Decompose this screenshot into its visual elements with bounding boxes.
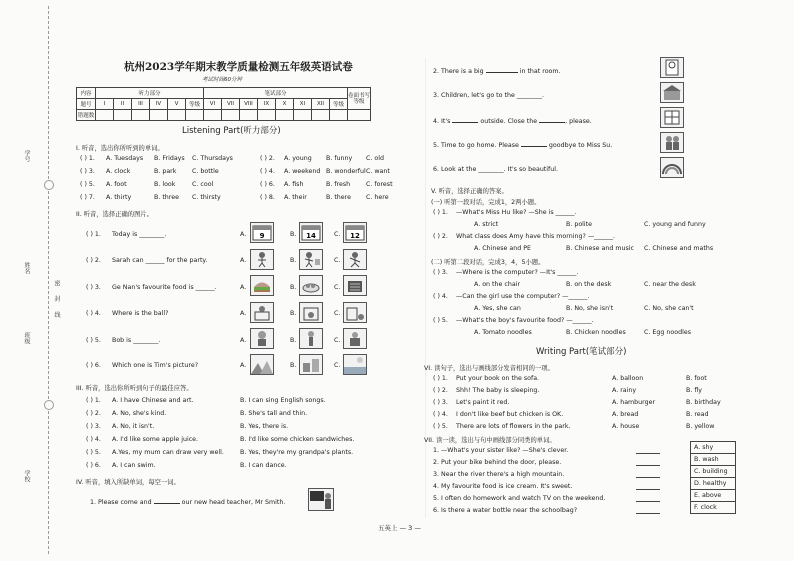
phonics-number[interactable]: ( ) 4. bbox=[433, 411, 448, 418]
person-icon bbox=[250, 328, 274, 349]
mc-number[interactable]: ( ) 2. bbox=[433, 233, 448, 240]
response-a: A. No, it isn't. bbox=[112, 423, 155, 430]
mc-b: B. No, she isn't bbox=[566, 305, 614, 312]
choice-c: C. cool bbox=[192, 181, 214, 188]
score-col: III bbox=[132, 99, 150, 110]
response-number[interactable]: ( ) 2. bbox=[86, 410, 101, 417]
section-7-heading: VII. 读一读，选出与句中画线部分同类的单词。 bbox=[424, 437, 556, 444]
category-sentence: 6. Is there a water bottle near the schoolbag? bbox=[433, 507, 578, 514]
choice-b: B. there bbox=[326, 194, 351, 201]
score-cell[interactable] bbox=[312, 110, 330, 121]
answer-line[interactable] bbox=[636, 477, 660, 478]
fill-item-1 bbox=[90, 498, 285, 506]
fill-blank[interactable] bbox=[486, 67, 518, 73]
option-c-label[interactable]: C. bbox=[334, 310, 341, 317]
option-c-label[interactable]: C. bbox=[334, 284, 341, 291]
phonics-number[interactable]: ( ) 1. bbox=[433, 375, 448, 382]
person-icon bbox=[299, 328, 323, 349]
fill-item-3[interactable]: 3. Children, let's go to the ________. bbox=[433, 92, 545, 99]
word-bank bbox=[690, 441, 736, 514]
mc-b: B. Chicken noodles bbox=[566, 329, 626, 336]
fill-item-5 bbox=[433, 141, 612, 149]
section-3-heading: III. 听音，选出你所听到句子的最佳应答。 bbox=[76, 385, 193, 392]
phonics-a: A. bread bbox=[612, 411, 639, 418]
person-icon bbox=[343, 249, 367, 270]
score-cell[interactable] bbox=[258, 110, 276, 121]
choice-c: C. here bbox=[366, 194, 389, 201]
response-number[interactable]: ( ) 5. bbox=[86, 449, 101, 456]
score-cell[interactable] bbox=[132, 110, 150, 121]
response-number[interactable]: ( ) 3. bbox=[86, 423, 101, 430]
calendar-number: 14 bbox=[306, 232, 316, 240]
option-a-label[interactable]: A. bbox=[240, 362, 247, 369]
phonics-sentence: Let's paint it red. bbox=[456, 399, 510, 406]
category-sentence: 4. My favourite food is ice cream. It's sweet. bbox=[433, 483, 573, 490]
word-option: D. healthy bbox=[691, 478, 735, 490]
fill-text: 5. Time to go home. Please bbox=[433, 142, 519, 149]
seal-text: 密 封 线 bbox=[53, 280, 60, 322]
paper-header: 卷面书写等级 bbox=[348, 88, 371, 110]
score-cell[interactable] bbox=[222, 110, 240, 121]
calendar-number: 12 bbox=[350, 232, 360, 240]
mc-c: C. Chinese and maths bbox=[644, 245, 714, 252]
choice-c: C. Thursdays bbox=[192, 155, 233, 162]
school-label: 学校 bbox=[23, 470, 30, 482]
mc-question: —What's the boy's favourite food? —______. bbox=[456, 317, 594, 324]
choice-b: B. Fridays bbox=[154, 155, 185, 162]
ball-icon bbox=[299, 302, 323, 323]
choice-b: B. funny bbox=[326, 155, 353, 162]
fill-text: 4. It's bbox=[433, 118, 451, 125]
section-2-heading: II. 听音，选择正确的图片。 bbox=[76, 211, 153, 218]
score-col: V bbox=[168, 99, 186, 110]
picture-q-number[interactable]: ( ) 3. bbox=[86, 284, 101, 291]
teacher-icon bbox=[308, 488, 334, 511]
score-col: X bbox=[276, 99, 294, 110]
response-b: B. I can dance. bbox=[240, 462, 287, 469]
choice-number[interactable]: ( ) 4. bbox=[260, 168, 275, 175]
fill-item-4 bbox=[433, 117, 592, 125]
fill-blank[interactable] bbox=[539, 117, 565, 123]
choice-b: B. park bbox=[154, 168, 177, 175]
response-a: A.Yes, my mum can draw very well. bbox=[112, 449, 224, 456]
choice-a: A. foot bbox=[106, 181, 127, 188]
option-c-label[interactable]: C. bbox=[334, 362, 341, 369]
phonics-b: B. yellow bbox=[686, 423, 715, 430]
choice-number[interactable]: ( ) 1. bbox=[80, 155, 95, 162]
person-icon bbox=[343, 328, 367, 349]
calendar-icon bbox=[250, 222, 274, 243]
fill-text: , please. bbox=[565, 118, 592, 125]
fill-item-6[interactable]: 6. Look at the ________. It's so beautiful. bbox=[433, 166, 558, 173]
picture-q-text: Bob is ________. bbox=[112, 337, 161, 344]
option-b-label[interactable]: B. bbox=[290, 337, 297, 344]
option-c-label[interactable]: C. bbox=[334, 337, 341, 344]
phonics-a: A. house bbox=[612, 423, 640, 430]
section-5-heading: V. 听音，选择正确的答案。 bbox=[431, 188, 508, 195]
choice-a: A. clock bbox=[106, 168, 131, 175]
mc-b: B. Chinese and music bbox=[566, 245, 634, 252]
score-cell[interactable] bbox=[186, 110, 204, 121]
response-a: A. I'd like some apple juice. bbox=[112, 436, 199, 443]
score-col: VIII bbox=[240, 99, 258, 110]
response-b: B. Yes, they're my grandpa's plants. bbox=[240, 449, 354, 456]
option-b-label[interactable]: B. bbox=[290, 362, 297, 369]
option-c-label[interactable]: C. bbox=[334, 231, 341, 238]
mc-a: A. on the chair bbox=[474, 281, 521, 288]
score-cell[interactable] bbox=[348, 110, 371, 121]
phonics-b: B. fly bbox=[686, 387, 703, 394]
exam-title: 杭州2023学年期末教学质量检测五年级英语试卷 bbox=[124, 61, 353, 73]
picture-q-text: Which one is Tim's picture? bbox=[112, 362, 199, 369]
clock-icon bbox=[660, 57, 684, 78]
response-b: B. Yes, there is. bbox=[240, 423, 289, 430]
mc-a: A. Tomato noodles bbox=[474, 329, 532, 336]
column-divider bbox=[425, 58, 426, 518]
mc-a: A. Chinese and PE bbox=[474, 245, 531, 252]
person-icon bbox=[660, 132, 684, 153]
score-cell[interactable] bbox=[114, 110, 132, 121]
fill-text: in that room. bbox=[519, 68, 561, 75]
person-icon bbox=[299, 249, 323, 270]
window-icon bbox=[660, 107, 684, 128]
choice-a: A. fish bbox=[284, 181, 304, 188]
choice-b: B. fresh bbox=[326, 181, 351, 188]
mc-a: A. Yes, she can bbox=[474, 305, 521, 312]
score-col: IX bbox=[258, 99, 276, 110]
option-a-label[interactable]: A. bbox=[240, 257, 247, 264]
category-sentence: 2. Put your bike behind the door, please. bbox=[433, 459, 562, 466]
calendar-icon bbox=[343, 222, 367, 243]
score-cell[interactable] bbox=[96, 110, 114, 121]
content-header: 内容 bbox=[77, 88, 96, 99]
response-b: B. She's tall and thin. bbox=[240, 410, 308, 417]
choice-c: C. old bbox=[366, 155, 384, 162]
choice-c: C. want bbox=[366, 168, 390, 175]
picture-q-text: Ge Nan's favourite food is ______. bbox=[112, 284, 217, 291]
score-cell[interactable] bbox=[150, 110, 168, 121]
choice-a: A. weekend bbox=[284, 168, 321, 175]
score-col: VII bbox=[222, 99, 240, 110]
fill-text: goodbye to Miss Su. bbox=[548, 142, 613, 149]
fill-text: 2. There is a big bbox=[433, 68, 484, 75]
score-col: I bbox=[96, 99, 114, 110]
mc-b: B. polite bbox=[566, 221, 593, 228]
response-a: A. I can swim. bbox=[112, 462, 156, 469]
ball-icon bbox=[343, 302, 367, 323]
phonics-sentence: Put your book on the sofa. bbox=[456, 375, 540, 382]
score-col: XI bbox=[294, 99, 312, 110]
choice-number[interactable]: ( ) 2. bbox=[260, 155, 275, 162]
option-a-label[interactable]: A. bbox=[240, 231, 247, 238]
ball-icon bbox=[250, 302, 274, 323]
option-b-label[interactable]: B. bbox=[290, 257, 297, 264]
phonics-a: A. hamburger bbox=[612, 399, 656, 406]
calendar-icon bbox=[299, 222, 323, 243]
choice-number[interactable]: ( ) 5. bbox=[80, 181, 95, 188]
picture-q-number[interactable]: ( ) 1. bbox=[86, 231, 101, 238]
fill-blank[interactable] bbox=[154, 498, 180, 504]
mc-question: —What's Miss Hu like? —She is ______. bbox=[456, 209, 577, 216]
row-number-label: 题号 bbox=[77, 99, 96, 110]
phonics-number[interactable]: ( ) 2. bbox=[433, 387, 448, 394]
choice-c: C. thirsty bbox=[192, 194, 221, 201]
choice-c: C. bottle bbox=[192, 168, 219, 175]
category-sentence: 1. —What's your sister like? —She's clever. bbox=[433, 447, 569, 454]
score-cell[interactable] bbox=[276, 110, 294, 121]
choice-b: B. wonderful bbox=[326, 168, 366, 175]
section-4-heading: IV. 听音，填入所缺单词，每空一词。 bbox=[76, 479, 180, 486]
score-cell[interactable] bbox=[204, 110, 222, 121]
option-a-label[interactable]: A. bbox=[240, 310, 247, 317]
option-a-label[interactable]: A. bbox=[240, 284, 247, 291]
response-b: B. I can sing English songs. bbox=[240, 397, 326, 404]
listening-part-title: Listening Part(听力部分) bbox=[182, 126, 281, 136]
option-a-label[interactable]: A. bbox=[240, 337, 247, 344]
word-option: B. wash bbox=[691, 454, 735, 466]
score-cell[interactable] bbox=[168, 110, 186, 121]
choice-b: B. three bbox=[154, 194, 179, 201]
scene-icon bbox=[299, 354, 323, 375]
writing-part-title: Writing Part(笔试部分) bbox=[536, 347, 627, 357]
option-b-label[interactable]: B. bbox=[290, 310, 297, 317]
name-label: 姓名 bbox=[23, 262, 30, 274]
binding-hole bbox=[44, 180, 54, 190]
person-icon bbox=[250, 249, 274, 270]
answer-line[interactable] bbox=[636, 465, 660, 466]
word-option: C. building bbox=[691, 466, 735, 478]
score-col: 等级 bbox=[330, 99, 348, 110]
fill-item-2 bbox=[433, 67, 561, 75]
option-b-label[interactable]: B. bbox=[290, 284, 297, 291]
exam-duration: 考试时间60分钟 bbox=[202, 77, 242, 83]
mc-question: —Where is the computer? —It's ______. bbox=[456, 269, 579, 276]
mc-number[interactable]: ( ) 1. bbox=[433, 209, 448, 216]
class-label: 班级 bbox=[23, 332, 30, 344]
mc-question: What class does Amy have this morning? —______. bbox=[456, 233, 616, 240]
fill-blank[interactable] bbox=[452, 117, 478, 123]
mc-number[interactable]: ( ) 3. bbox=[433, 269, 448, 276]
scene-icon bbox=[250, 354, 274, 375]
scene-icon bbox=[343, 354, 367, 375]
fill-text: outside. Close the bbox=[480, 118, 538, 125]
choice-number[interactable]: ( ) 6. bbox=[260, 181, 275, 188]
picture-q-text: Sarah can ______ for the party. bbox=[112, 257, 208, 264]
choice-a: A. Tuesdays bbox=[106, 155, 144, 162]
category-sentence: 5. I often do homework and watch TV on the weekend. bbox=[433, 495, 606, 502]
phonics-sentence: There are lots of flowers in the park. bbox=[456, 423, 571, 430]
choice-b: B. look bbox=[154, 181, 176, 188]
phonics-a: A. rainy bbox=[612, 387, 637, 394]
dialogue-group-1: (一) 听第一段对话，完成1，2两小题。 bbox=[431, 199, 541, 206]
picture-q-text: Today is ________. bbox=[112, 231, 167, 238]
picture-q-number[interactable]: ( ) 5. bbox=[86, 337, 101, 344]
score-col: IV bbox=[150, 99, 168, 110]
response-b: B. I'd like some chicken sandwiches. bbox=[240, 436, 355, 443]
rainbow-icon bbox=[660, 157, 684, 178]
food-icon bbox=[343, 275, 367, 296]
section-6-heading: VI. 读句子，选出与画线部分发音相同的一项。 bbox=[424, 365, 554, 372]
writing-header: 笔试部分 bbox=[204, 88, 348, 99]
answer-line[interactable] bbox=[636, 513, 660, 514]
building-icon bbox=[660, 82, 684, 103]
page-footer: 五英上 — 3 — bbox=[378, 524, 421, 532]
choice-number[interactable]: ( ) 8. bbox=[260, 194, 275, 201]
number-label: 学号 bbox=[23, 150, 30, 162]
phonics-b: B. foot bbox=[686, 375, 707, 382]
phonics-sentence: Shh! The baby is sleeping. bbox=[456, 387, 540, 394]
response-a: A. No, she's kind. bbox=[112, 410, 167, 417]
response-number[interactable]: ( ) 1. bbox=[86, 397, 101, 404]
phonics-a: A. balloon bbox=[612, 375, 644, 382]
score-col: II bbox=[114, 99, 132, 110]
binding-strip bbox=[0, 0, 64, 561]
listening-header: 听力部分 bbox=[96, 88, 204, 99]
mc-c: C. Egg noodles bbox=[644, 329, 691, 336]
category-sentence: 3. Near the river there's a high mountain. bbox=[433, 471, 565, 478]
answer-line[interactable] bbox=[636, 501, 660, 502]
fill-blank[interactable] bbox=[521, 141, 547, 147]
answer-line[interactable] bbox=[636, 453, 660, 454]
mc-number[interactable]: ( ) 4. bbox=[433, 293, 448, 300]
score-col: VI bbox=[204, 99, 222, 110]
phonics-number[interactable]: ( ) 5. bbox=[433, 423, 448, 430]
mc-number[interactable]: ( ) 5. bbox=[433, 317, 448, 324]
food-icon bbox=[299, 275, 323, 296]
response-number[interactable]: ( ) 6. bbox=[86, 462, 101, 469]
option-c-label[interactable]: C. bbox=[334, 257, 341, 264]
fill-text: 1. Please come and bbox=[90, 499, 152, 506]
phonics-sentence: I don't like beef but chicken is OK. bbox=[456, 411, 564, 418]
choice-a: A. their bbox=[284, 194, 307, 201]
seal-line bbox=[48, 6, 49, 554]
score-col: XII bbox=[312, 99, 330, 110]
mc-question: —Can the girl use the computer? —______. bbox=[456, 293, 590, 300]
choice-c: C. forest bbox=[366, 181, 393, 188]
food-icon bbox=[250, 275, 274, 296]
binding-hole bbox=[44, 400, 54, 410]
response-number[interactable]: ( ) 4. bbox=[86, 436, 101, 443]
choice-number[interactable]: ( ) 3. bbox=[80, 168, 95, 175]
mc-a: A. strict bbox=[474, 221, 499, 228]
section-1-heading: I. 听音，选出你所听到的单词。 bbox=[76, 145, 164, 152]
mc-c: C. near the desk bbox=[644, 281, 696, 288]
choice-number[interactable]: ( ) 7. bbox=[80, 194, 95, 201]
phonics-b: B. birthday bbox=[686, 399, 721, 406]
score-cell[interactable] bbox=[294, 110, 312, 121]
picture-q-number[interactable]: ( ) 4. bbox=[86, 310, 101, 317]
answer-line[interactable] bbox=[636, 489, 660, 490]
mc-b: B. on the desk bbox=[566, 281, 612, 288]
row-wrong-label: 错题数 bbox=[77, 110, 96, 121]
phonics-number[interactable]: ( ) 3. bbox=[433, 399, 448, 406]
score-cell[interactable] bbox=[330, 110, 348, 121]
calendar-number: 9 bbox=[259, 232, 265, 240]
score-table bbox=[76, 87, 371, 121]
score-col: 等级 bbox=[186, 99, 204, 110]
option-b-label[interactable]: B. bbox=[290, 231, 297, 238]
mc-c: C. No, she can't bbox=[644, 305, 694, 312]
fill-text: our new head teacher, Mr Smith. bbox=[181, 499, 286, 506]
phonics-b: B. read bbox=[686, 411, 709, 418]
response-a: A. I have Chinese and art. bbox=[112, 397, 194, 404]
picture-q-number[interactable]: ( ) 2. bbox=[86, 257, 101, 264]
picture-q-text: Where is the ball? bbox=[112, 310, 169, 317]
word-option: F. clock bbox=[694, 504, 717, 511]
word-option: E. above bbox=[691, 490, 735, 502]
choice-a: A. young bbox=[284, 155, 312, 162]
dialogue-group-2: (二) 听第二段对话，完成3，4，5小题。 bbox=[431, 259, 545, 266]
word-option: A. shy bbox=[691, 442, 735, 454]
picture-q-number[interactable]: ( ) 6. bbox=[86, 362, 101, 369]
mc-c: C. young and funny bbox=[644, 221, 706, 228]
choice-a: A. thirty bbox=[106, 194, 132, 201]
score-cell[interactable] bbox=[240, 110, 258, 121]
